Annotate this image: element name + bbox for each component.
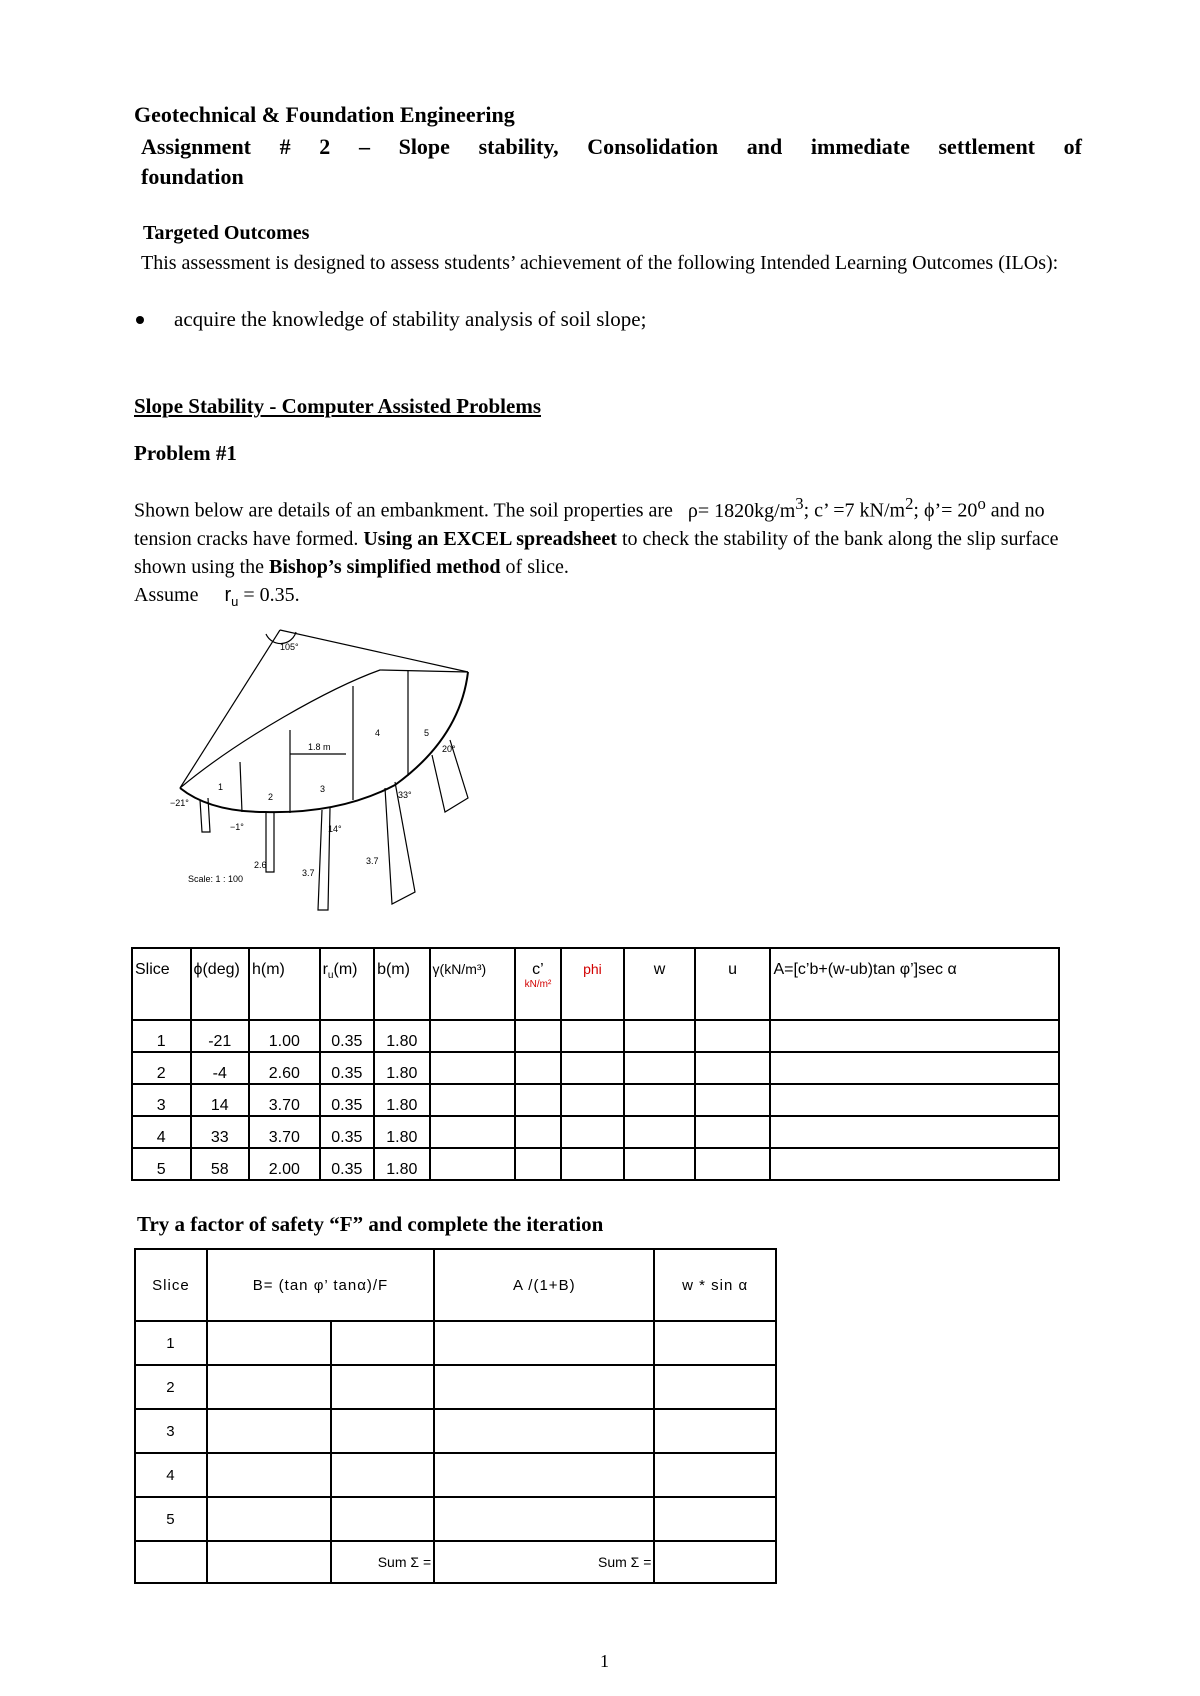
cell-deg: 33 [191, 1116, 250, 1148]
cell-b: 1.80 [374, 1020, 429, 1052]
cell-input[interactable] [331, 1497, 434, 1541]
cell-gamma[interactable] [430, 1084, 516, 1116]
ru-value: = 0.35. [238, 583, 300, 606]
cell-h: 3.70 [249, 1116, 320, 1148]
cell-ru: 0.35 [320, 1052, 374, 1084]
superscript: 2 [905, 494, 914, 513]
cell-input[interactable] [434, 1321, 654, 1365]
ru-unit: (m) [333, 961, 358, 978]
cell-c[interactable] [515, 1052, 560, 1084]
cell-input[interactable] [207, 1321, 332, 1365]
cell-input[interactable] [331, 1453, 434, 1497]
cell-slice: 2 [135, 1365, 207, 1409]
problem-heading: Problem #1 [134, 441, 237, 465]
header-h: h(m) [249, 948, 320, 1020]
cell-input[interactable] [207, 1497, 332, 1541]
cell-b: 1.80 [374, 1084, 429, 1116]
cell-input[interactable] [654, 1497, 776, 1541]
cell-input[interactable] [331, 1409, 434, 1453]
cohesion-text: ; c’ =7 kN/m [803, 499, 906, 522]
bishop-method-emphasis: Bishop’s simplified method [269, 555, 501, 578]
cell-A[interactable] [770, 1084, 1059, 1116]
sum-label: Sum Σ = [331, 1541, 434, 1583]
cell-input[interactable] [207, 1453, 332, 1497]
slice-label: 2 [268, 792, 274, 802]
ru-symbol: r [322, 961, 328, 978]
cell-input[interactable] [654, 1365, 776, 1409]
cell-b: 1.80 [374, 1116, 429, 1148]
statement-text: Shown below are details of an embankment. The soil properties are [134, 499, 678, 522]
ru-subscript: u [327, 970, 334, 982]
bullet-dot-icon [136, 316, 144, 324]
cell-gamma[interactable] [430, 1116, 516, 1148]
cell-empty [207, 1541, 332, 1583]
cell-u[interactable] [695, 1116, 771, 1148]
cell-c[interactable] [515, 1020, 560, 1052]
cell-h: 1.00 [249, 1020, 320, 1052]
slice-label: 1 [218, 782, 224, 792]
cell-input[interactable] [654, 1453, 776, 1497]
embankment-figure [170, 610, 490, 930]
assignment-word: immediate [810, 134, 910, 159]
scale-label: Scale: 1 : 100 [188, 874, 244, 884]
assignment-word: – [358, 134, 370, 159]
height-label: 2.6 [254, 860, 267, 870]
cell-slice: 4 [132, 1116, 191, 1148]
cell-A[interactable] [770, 1116, 1059, 1148]
cell-ru: 0.35 [320, 1084, 374, 1116]
header-wsin: w * sin α [654, 1249, 776, 1321]
header-c [515, 948, 560, 1020]
table-row [135, 1321, 776, 1365]
assignment-word: 2 [319, 134, 331, 159]
cell-ru: 0.35 [320, 1148, 374, 1180]
problem-statement [134, 490, 1089, 616]
cell-ru: 0.35 [320, 1020, 374, 1052]
excel-emphasis: Using an EXCEL spreadsheet [363, 527, 617, 550]
sum-label: Sum Σ = [434, 1541, 654, 1583]
table-row [135, 1453, 776, 1497]
outcome-bullet-item [134, 307, 646, 332]
cell-input[interactable] [207, 1365, 332, 1409]
cell-h: 2.60 [249, 1052, 320, 1084]
cell-gamma[interactable] [430, 1052, 516, 1084]
cell-slice: 2 [132, 1052, 191, 1084]
table-row [132, 1148, 1059, 1180]
pressure-diagram [266, 813, 274, 872]
assignment-word: stability, [478, 134, 559, 159]
header-slice: Slice [132, 948, 191, 1020]
cell-slice: 1 [135, 1321, 207, 1365]
header-phi: phi [561, 948, 625, 1020]
radius-line-left [180, 630, 280, 788]
c-label: c’ [532, 961, 544, 978]
table-header-row [132, 948, 1059, 1020]
header-A-over-1B: A /(1+B) [434, 1249, 654, 1321]
cell-empty [135, 1541, 207, 1583]
cell-phi[interactable] [561, 1116, 625, 1148]
cell-slice: 5 [132, 1148, 191, 1180]
header-B: B= (tan φ’ tanα)/F [207, 1249, 434, 1321]
density-text: ρ= 1820kg/m [687, 499, 796, 522]
cell-w[interactable] [624, 1116, 695, 1148]
c-unit: kN/m² [524, 979, 552, 990]
statement-text: of slice. [500, 555, 569, 578]
table-header-row [135, 1249, 776, 1321]
height-label: 3.7 [366, 856, 379, 866]
cell-input[interactable] [207, 1409, 332, 1453]
table-row [135, 1409, 776, 1453]
ru-subscript: u [231, 593, 239, 609]
cell-u[interactable] [695, 1148, 771, 1180]
cell-input[interactable] [331, 1321, 434, 1365]
cell-c[interactable] [515, 1116, 560, 1148]
assignment-word: and [746, 134, 783, 159]
assignment-word: Assignment [141, 134, 252, 159]
cell-input[interactable] [434, 1365, 654, 1409]
sum-row [135, 1541, 776, 1583]
friction-angle-text: ; ϕ’= 20 [913, 499, 978, 522]
cell-deg: -4 [191, 1052, 250, 1084]
page-number: 1 [600, 1651, 609, 1671]
outcome-bullet-text: acquire the knowledge of stability analysis of soil slope; [174, 307, 647, 331]
cell-w[interactable] [624, 1084, 695, 1116]
table-row [135, 1497, 776, 1541]
statement-text: to check the stability of the bank along the slip surface shown using the [134, 527, 1059, 578]
cell-slice: 4 [135, 1453, 207, 1497]
cell-b: 1.80 [374, 1148, 429, 1180]
outcomes-intro: This assessment is designed to assess students’ achievement of the following Intended Learning Outcomes (ILOs): [141, 252, 1059, 274]
outcomes-heading: Targeted Outcomes [143, 222, 310, 244]
cell-A[interactable] [770, 1148, 1059, 1180]
pressure-diagram [385, 782, 415, 904]
cell-gamma[interactable] [430, 1148, 516, 1180]
cell-ru: 0.35 [320, 1116, 374, 1148]
section-heading: Slope Stability - Computer Assisted Problems [134, 394, 541, 418]
cell-h: 3.70 [249, 1084, 320, 1116]
table-row [132, 1020, 1059, 1052]
cell-deg: -21 [191, 1020, 250, 1052]
superscript: o [977, 494, 986, 513]
statement-text: and no tension cracks have formed. [134, 499, 1045, 550]
cell-w[interactable] [624, 1148, 695, 1180]
assignment-word: Consolidation [587, 134, 719, 159]
assignment-word: Slope [398, 134, 450, 159]
slice-label: 4 [375, 728, 381, 738]
radius-line-right [280, 630, 468, 672]
cell-input[interactable] [434, 1497, 654, 1541]
cell-u[interactable] [695, 1020, 771, 1052]
cell-phi[interactable] [561, 1020, 625, 1052]
cell-w[interactable] [624, 1020, 695, 1052]
header-gamma: γ(kN/m³) [430, 948, 516, 1020]
ru-symbol: r [224, 583, 232, 606]
slice-data-table [131, 947, 1060, 1181]
cell-phi[interactable] [561, 1148, 625, 1180]
assume-label: Assume [134, 583, 199, 606]
cell-input[interactable] [434, 1409, 654, 1453]
table-row [132, 1084, 1059, 1116]
cell-slice: 1 [132, 1020, 191, 1052]
superscript: 3 [795, 494, 804, 513]
cell-h: 2.00 [249, 1148, 320, 1180]
cell-deg: 14 [191, 1084, 250, 1116]
cell-slice: 3 [135, 1409, 207, 1453]
cell-slice: 5 [135, 1497, 207, 1541]
assignment-word: # [279, 134, 291, 159]
header-ru [320, 948, 374, 1020]
header-deg: ϕ(deg) [191, 948, 250, 1020]
cell-input[interactable] [331, 1365, 434, 1409]
slice-boundary [240, 762, 242, 812]
slice-angle-label: 14° [328, 824, 342, 834]
assignment-word: of [1063, 134, 1082, 159]
cell-c[interactable] [515, 1148, 560, 1180]
header-slice: Slice [135, 1249, 207, 1321]
cell-phi[interactable] [561, 1052, 625, 1084]
header-b: b(m) [374, 948, 429, 1020]
cell-deg: 58 [191, 1148, 250, 1180]
cell-c[interactable] [515, 1084, 560, 1116]
cell-u[interactable] [695, 1052, 771, 1084]
header-A: A=[c’b+(w-ub)tan φ’]sec α [770, 948, 1059, 1020]
header-u: u [695, 948, 771, 1020]
centre-angle-label: 105° [280, 642, 299, 652]
iteration-table [134, 1248, 777, 1584]
slice-angle-label: 33° [398, 790, 412, 800]
cell-slice: 3 [132, 1084, 191, 1116]
cell-input[interactable] [654, 1541, 776, 1583]
slice-angle-label: −1° [230, 822, 244, 832]
height-label: 3.7 [302, 868, 315, 878]
cell-input[interactable] [654, 1409, 776, 1453]
cell-input[interactable] [654, 1321, 776, 1365]
cell-phi[interactable] [561, 1084, 625, 1116]
table-row [135, 1365, 776, 1409]
table-row [132, 1116, 1059, 1148]
table-row [132, 1052, 1059, 1084]
header-w: w [624, 948, 695, 1020]
assignment-title [141, 132, 1082, 192]
cell-u[interactable] [695, 1084, 771, 1116]
slice-label: 5 [424, 728, 430, 738]
cell-b: 1.80 [374, 1052, 429, 1084]
cell-input[interactable] [434, 1453, 654, 1497]
slice-angle-label: −21° [170, 798, 189, 808]
assignment-word: settlement [938, 134, 1036, 159]
assignment-title-line1 [141, 132, 1082, 162]
cell-gamma[interactable] [430, 1020, 516, 1052]
cell-A[interactable] [770, 1052, 1059, 1084]
cell-w[interactable] [624, 1052, 695, 1084]
slice-angle-label: 20° [442, 744, 456, 754]
assignment-title-line2: foundation [141, 164, 244, 189]
width-label: 1.8 m [308, 742, 331, 752]
slice-label: 3 [320, 784, 326, 794]
course-title: Geotechnical & Foundation Engineering [134, 102, 515, 127]
cell-A[interactable] [770, 1020, 1059, 1052]
iteration-heading: Try a factor of safety “F” and complete the iteration [137, 1212, 604, 1236]
